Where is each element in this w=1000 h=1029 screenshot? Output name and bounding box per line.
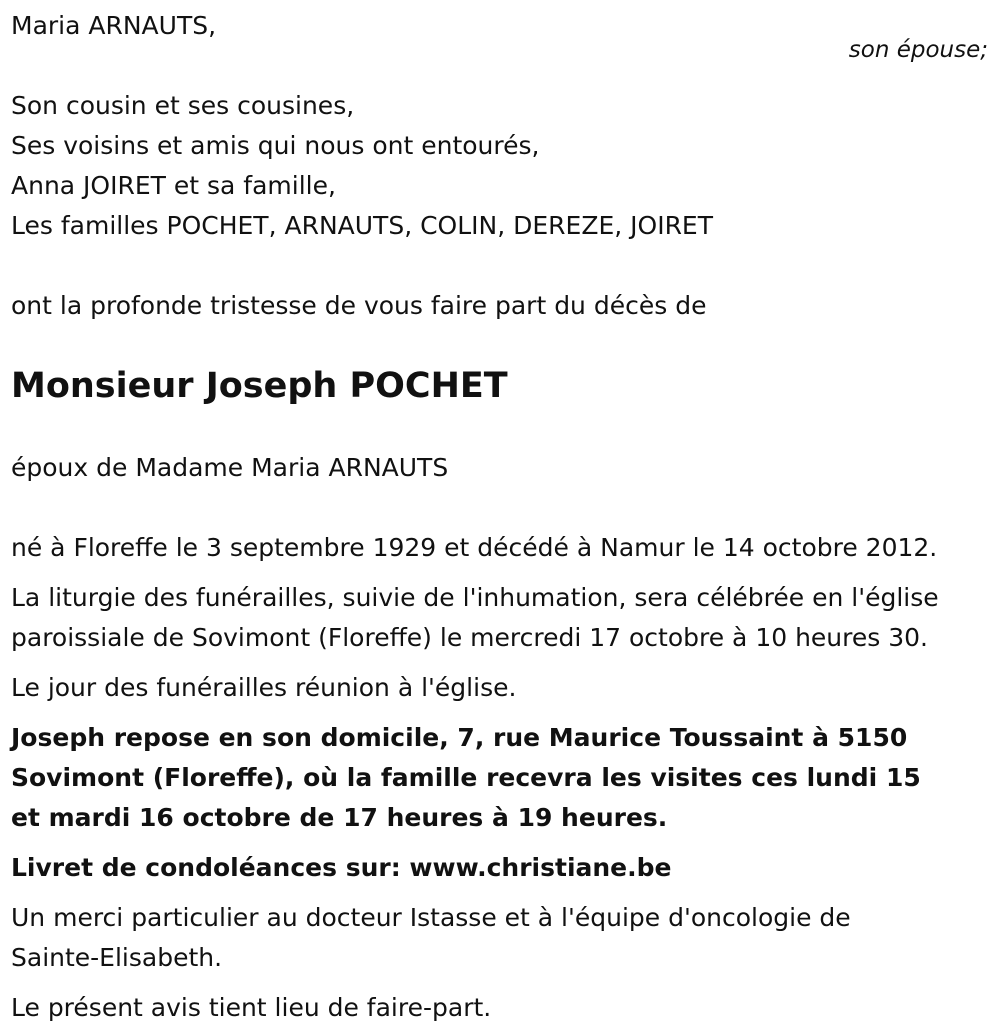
birth-death-line: né à Floreffe le 3 septembre 1929 et décédé à Namur le 14 octobre 2012. [11,533,938,562]
family-line: Son cousin et ses cousines, [11,91,355,120]
wife-name: Maria ARNAUTS, [11,11,217,40]
family-list [11,86,991,246]
wife-role: son épouse; [848,37,988,63]
condolences-line: Livret de condoléances sur: www.christiane.be [11,853,672,882]
liturgy-paragraph: La liturgie des funérailles, suivie de l'inhumation, sera célébrée en l'église paroissiale de Sovimont (Floreffe) le mercredi 17 octobre à 10 heures 30. [11,583,939,652]
visitation-paragraph: Joseph repose en son domicile, 7, rue Maurice Toussaint à 5150 Sovimont (Floreffe), où la famille recevra les visites ces lundi 15 et mardi 16 octobre de 17 heures à 19 heures. [11,723,921,832]
spouse-line: époux de Madame Maria ARNAUTS [11,453,449,482]
thanks-paragraph: Un merci particulier au docteur Istasse et à l'équipe d'oncologie de Sainte-Elisabeth. [11,903,851,972]
obituary-notice [11,6,991,1028]
meeting-line: Le jour des funérailles réunion à l'église. [11,673,517,702]
family-line: Anna JOIRET et sa famille, [11,171,336,200]
closing-line: Le présent avis tient lieu de faire-part. [11,993,492,1022]
deceased-name: Monsieur Joseph POCHET [11,366,508,406]
announcement: ont la profonde tristesse de vous faire part du décès de [11,291,707,320]
family-line: Les familles POCHET, ARNAUTS, COLIN, DEREZE, JOIRET [11,211,714,240]
family-line: Ses voisins et amis qui nous ont entourés, [11,131,540,160]
